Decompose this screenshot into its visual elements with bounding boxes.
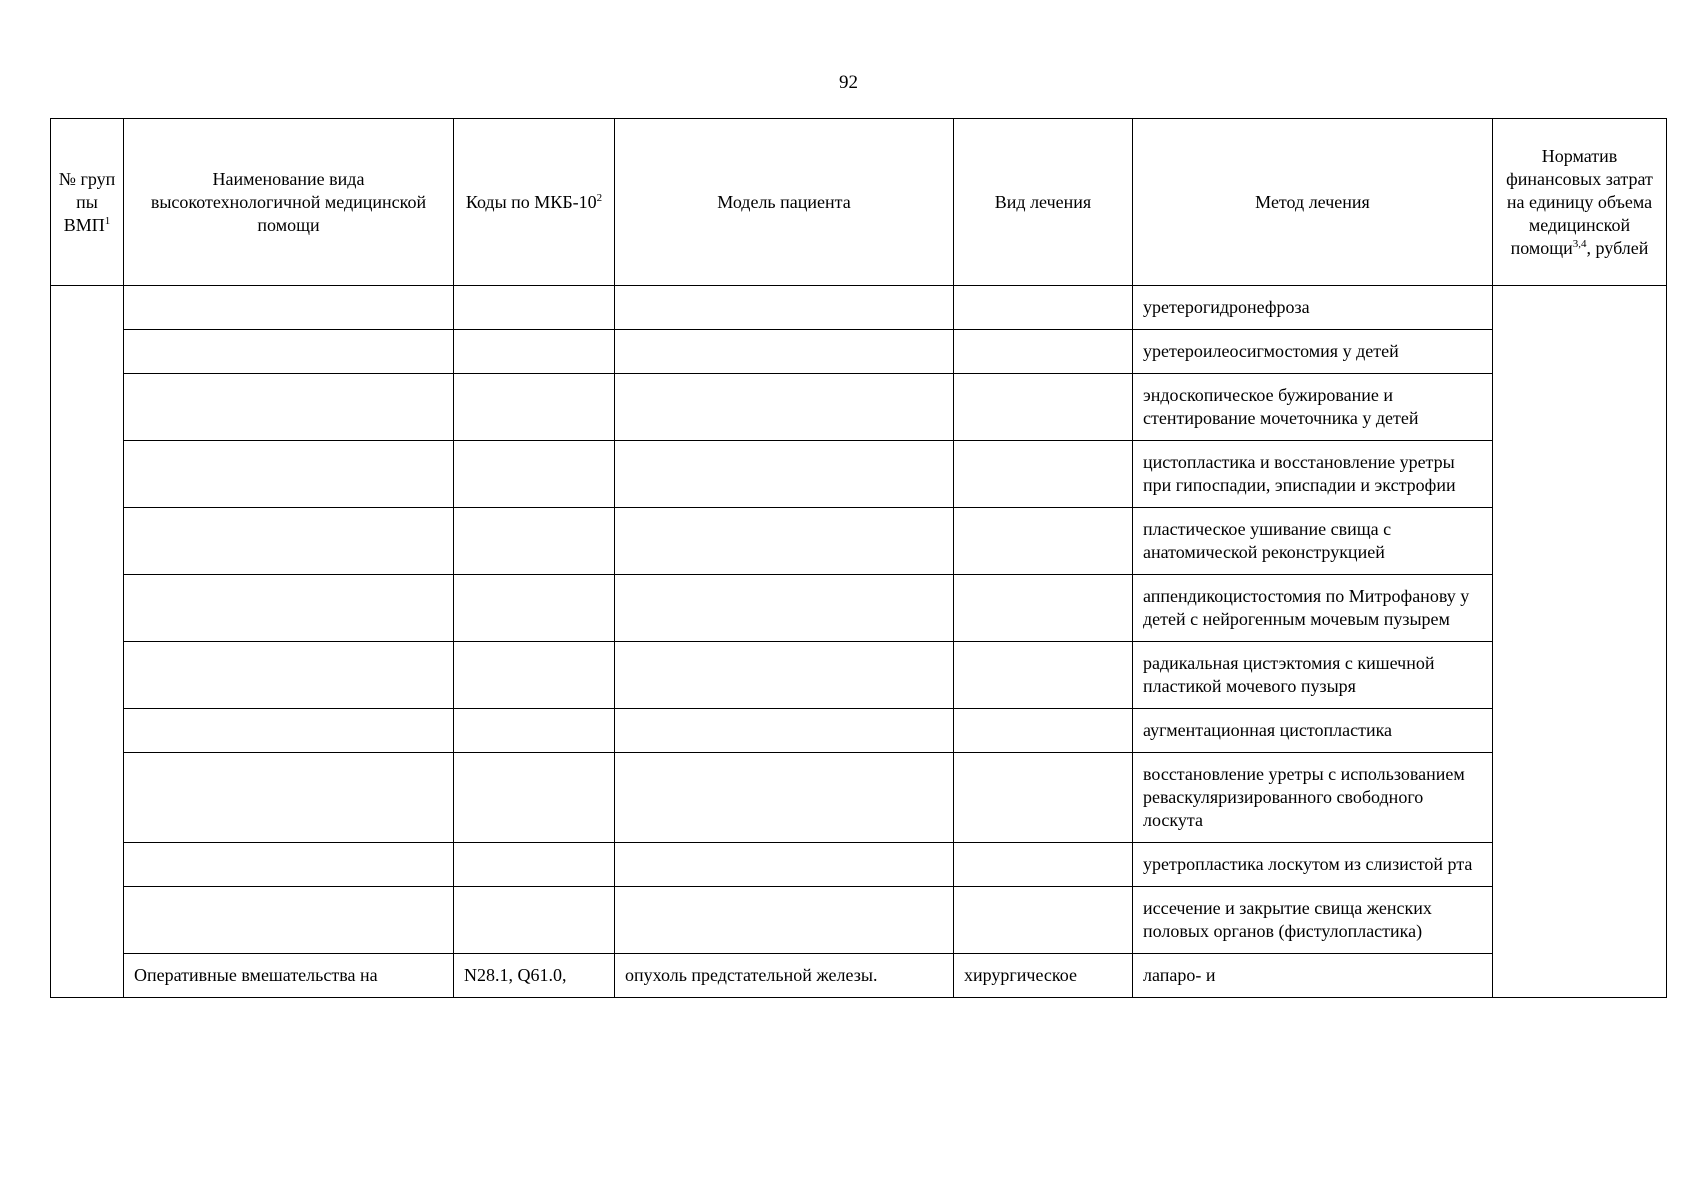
treatment-method-cell: уретерогидронефроза — [1133, 286, 1493, 330]
treatment-type-cell — [954, 441, 1133, 508]
header-care-type-name: Наименование вида высокотехнологичной медицинской помощи — [124, 119, 454, 286]
table-row — [51, 709, 1667, 753]
care-type-name-cell — [124, 887, 454, 954]
treatment-type-cell — [954, 887, 1133, 954]
icd-codes-cell — [454, 642, 615, 709]
table-row — [51, 575, 1667, 642]
treatment-method-cell: лапаро- и — [1133, 954, 1493, 998]
treatment-type-cell: хирургическое — [954, 954, 1133, 998]
care-type-name-cell — [124, 753, 454, 843]
header-treatment-type: Вид лечения — [954, 119, 1133, 286]
treatment-method-cell: радикальная цистэктомия с кишечной пластикой мочевого пузыря — [1133, 642, 1493, 709]
icd-codes-cell — [454, 374, 615, 441]
group-number-cell — [51, 286, 124, 998]
care-type-name-cell — [124, 508, 454, 575]
icd-codes-cell — [454, 508, 615, 575]
patient-model-cell — [615, 508, 954, 575]
care-type-name-cell — [124, 286, 454, 330]
icd-codes-cell — [454, 441, 615, 508]
icd-codes-cell — [454, 575, 615, 642]
icd-codes-cell — [454, 286, 615, 330]
header-treatment-method: Метод лечения — [1133, 119, 1493, 286]
treatment-method-cell: цистопластика и восстановление уретры при гипоспадии, эписпадии и экстрофии — [1133, 441, 1493, 508]
treatment-type-cell — [954, 575, 1133, 642]
table-row — [51, 374, 1667, 441]
icd-codes-cell — [454, 887, 615, 954]
treatment-type-cell — [954, 642, 1133, 709]
page-number: 92 — [839, 72, 858, 93]
care-type-name-cell — [124, 374, 454, 441]
header-icd-codes: Коды по МКБ-$10^2$ — [454, 119, 615, 286]
icd-codes-cell — [454, 843, 615, 887]
vmp-table — [50, 118, 1667, 998]
treatment-method-cell: аугментационная цистопластика — [1133, 709, 1493, 753]
table-header-row — [51, 119, 1667, 286]
treatment-method-cell: иссечение и закрытие свища женских половых органов (фистулопластика) — [1133, 887, 1493, 954]
table-row — [51, 887, 1667, 954]
treatment-type-cell — [954, 330, 1133, 374]
treatment-method-cell: пластическое ушивание свища с анатомической реконструкцией — [1133, 508, 1493, 575]
patient-model-cell: опухоль предстательной железы. — [615, 954, 954, 998]
table-row — [51, 330, 1667, 374]
care-type-name-cell — [124, 709, 454, 753]
patient-model-cell — [615, 753, 954, 843]
header-patient-model: Модель пациента — [615, 119, 954, 286]
icd-codes-cell — [454, 753, 615, 843]
patient-model-cell — [615, 374, 954, 441]
patient-model-cell — [615, 330, 954, 374]
patient-model-cell — [615, 843, 954, 887]
patient-model-cell — [615, 887, 954, 954]
header-cost-norm: Норматив финансовых затрат на единицу объема медицинской помощи$^{3,4}$, рублей — [1493, 119, 1667, 286]
table-row — [51, 843, 1667, 887]
cost-norm-cell — [1493, 286, 1667, 998]
treatment-method-cell: аппендикоцистостомия по Митрофанову у детей с нейрогенным мочевым пузырем — [1133, 575, 1493, 642]
treatment-method-cell: уретропластика лоскутом из слизистой рта — [1133, 843, 1493, 887]
patient-model-cell — [615, 709, 954, 753]
treatment-type-cell — [954, 709, 1133, 753]
treatment-method-cell: эндоскопическое бужирование и стентирование мочеточника у детей — [1133, 374, 1493, 441]
care-type-name-cell — [124, 330, 454, 374]
table-row — [51, 508, 1667, 575]
treatment-type-cell — [954, 508, 1133, 575]
icd-codes-cell: N28.1, Q61.0, — [454, 954, 615, 998]
care-type-name-cell: Оперативные вмешательства на — [124, 954, 454, 998]
table-row — [51, 286, 1667, 330]
treatment-type-cell — [954, 374, 1133, 441]
icd-codes-cell — [454, 330, 615, 374]
treatment-type-cell — [954, 753, 1133, 843]
patient-model-cell — [615, 286, 954, 330]
patient-model-cell — [615, 642, 954, 709]
header-group-number: № груп пы ВМП$^1$ — [51, 119, 124, 286]
care-type-name-cell — [124, 441, 454, 508]
treatment-method-cell: уретероилеосигмостомия у детей — [1133, 330, 1493, 374]
patient-model-cell — [615, 441, 954, 508]
care-type-name-cell — [124, 575, 454, 642]
care-type-name-cell — [124, 642, 454, 709]
treatment-type-cell — [954, 286, 1133, 330]
treatment-method-cell: восстановление уретры с использованием реваскуляризированного свободного лоскута — [1133, 753, 1493, 843]
table-row — [51, 441, 1667, 508]
table-row — [51, 954, 1667, 998]
patient-model-cell — [615, 575, 954, 642]
treatment-type-cell — [954, 843, 1133, 887]
icd-codes-cell — [454, 709, 615, 753]
table-row — [51, 642, 1667, 709]
care-type-name-cell — [124, 843, 454, 887]
table-row — [51, 753, 1667, 843]
